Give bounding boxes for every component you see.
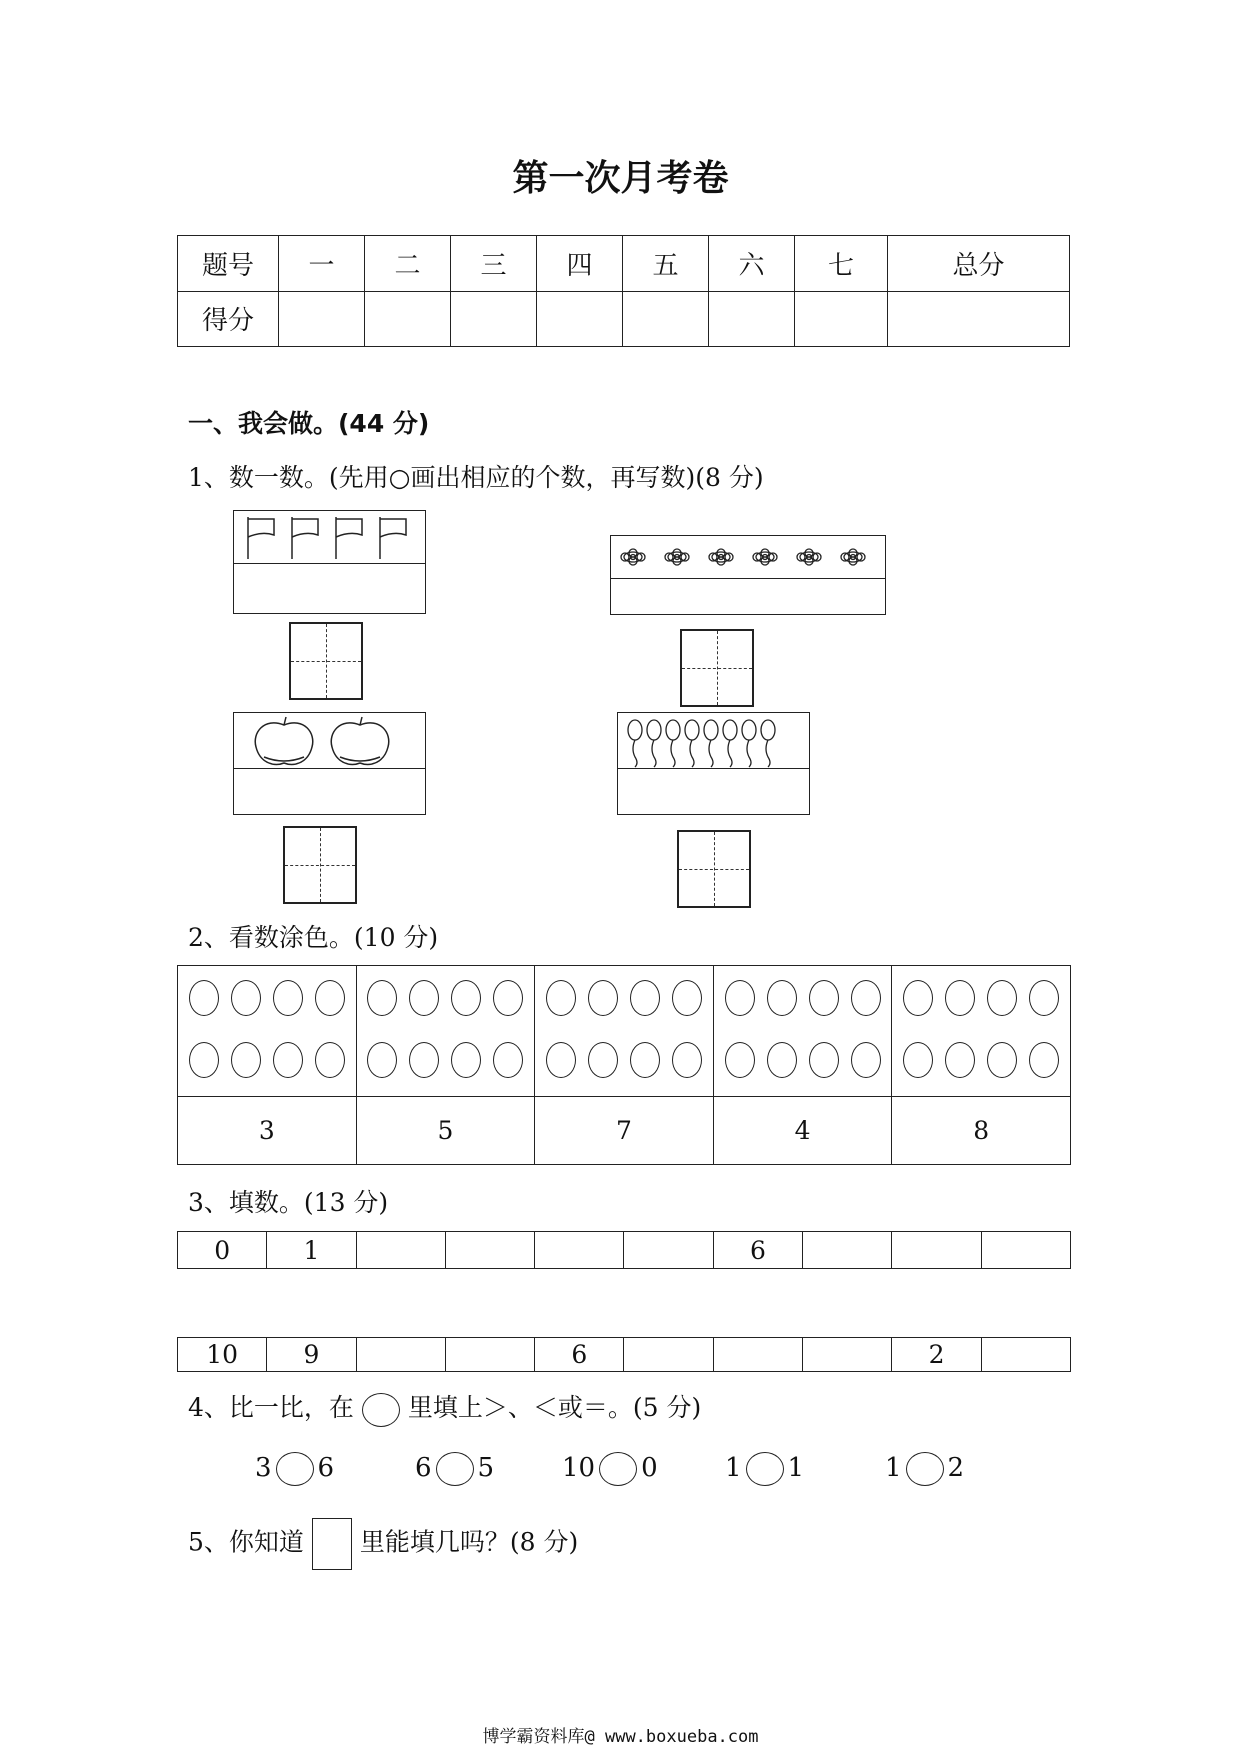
circle[interactable] — [588, 1042, 618, 1078]
number-blank[interactable] — [445, 1338, 534, 1372]
flower-icon — [611, 536, 883, 576]
circle[interactable] — [409, 980, 439, 1016]
score-value-row — [178, 291, 1070, 347]
number-blank[interactable] — [713, 1338, 802, 1372]
question-5 — [188, 1518, 578, 1570]
compare-right: 1 — [787, 1453, 805, 1483]
answer-grid-box[interactable] — [680, 629, 754, 707]
circle[interactable] — [231, 1042, 261, 1078]
number-cell: 10 — [178, 1338, 267, 1372]
circle-group — [892, 966, 1071, 1097]
question-5-suffix: 里能填几吗？(8 分) — [359, 1527, 579, 1557]
section-heading: 一、我会做。(44 分) — [188, 409, 430, 438]
circle[interactable] — [987, 1042, 1017, 1078]
target-number: 8 — [892, 1096, 1071, 1164]
question-1: 1、数一数。(先用○画出相应的个数，再写数)(8 分) — [188, 463, 764, 492]
number-cell: 6 — [535, 1338, 624, 1372]
count-box-flowers — [610, 535, 886, 615]
score-cell[interactable] — [623, 291, 709, 347]
number-blank[interactable] — [981, 1338, 1070, 1372]
target-number: 4 — [713, 1096, 892, 1164]
question-3: 3、填数。(13 分) — [188, 1188, 389, 1217]
box-divider — [234, 768, 425, 769]
question-4-prefix: 4、比一比，在 — [188, 1393, 354, 1422]
compare-right: 0 — [641, 1453, 658, 1483]
compare-item — [562, 1452, 658, 1486]
circle[interactable] — [903, 980, 933, 1016]
circle[interactable] — [851, 980, 881, 1016]
circle[interactable] — [1029, 1042, 1059, 1078]
circle[interactable] — [273, 980, 303, 1016]
score-cell[interactable] — [888, 291, 1070, 347]
circle[interactable] — [588, 980, 618, 1016]
score-label-tihao: 题号 — [178, 236, 279, 292]
compare-circle[interactable] — [276, 1452, 314, 1486]
number-blank[interactable] — [803, 1232, 892, 1269]
score-col-4: 四 — [537, 236, 623, 292]
page-title: 第一次月考卷 — [512, 158, 729, 199]
score-cell[interactable] — [279, 291, 365, 347]
circle[interactable] — [189, 1042, 219, 1078]
score-cell[interactable] — [709, 291, 795, 347]
compare-circle-icon — [362, 1393, 400, 1427]
number-cell: 0 — [178, 1232, 267, 1269]
score-label-defen: 得分 — [178, 291, 279, 347]
number-blank[interactable] — [624, 1232, 713, 1269]
score-header-row — [178, 236, 1070, 292]
number-cell: 6 — [713, 1232, 802, 1269]
circle[interactable] — [367, 1042, 397, 1078]
circle[interactable] — [672, 980, 702, 1016]
blank-box-icon — [312, 1518, 352, 1570]
answer-grid-box[interactable] — [283, 826, 357, 904]
count-box-flags — [233, 510, 426, 614]
number-blank[interactable] — [981, 1232, 1070, 1269]
circle[interactable] — [630, 980, 660, 1016]
target-number: 5 — [356, 1096, 535, 1164]
number-blank[interactable] — [356, 1232, 445, 1269]
compare-item — [885, 1452, 964, 1486]
score-col-5: 五 — [623, 236, 709, 292]
fill-number-row-1 — [177, 1231, 1071, 1269]
circle[interactable] — [987, 980, 1017, 1016]
compare-right: 6 — [317, 1453, 335, 1483]
circle[interactable] — [231, 980, 261, 1016]
color-circles-table — [177, 965, 1071, 1165]
footer-watermark: 博学霸资料库@ www.boxueba.com — [482, 1727, 759, 1747]
circle[interactable] — [630, 1042, 660, 1078]
circle-group — [713, 966, 892, 1097]
circle[interactable] — [493, 980, 523, 1016]
circle[interactable] — [945, 980, 975, 1016]
balloon-icon — [618, 713, 808, 768]
circle[interactable] — [809, 980, 839, 1016]
flag-icon — [234, 511, 424, 561]
circle[interactable] — [725, 1042, 755, 1078]
score-col-total: 总分 — [888, 236, 1070, 292]
compare-circle[interactable] — [436, 1452, 474, 1486]
answer-grid-box[interactable] — [289, 622, 363, 700]
count-box-balloons — [617, 712, 810, 815]
number-blank[interactable] — [803, 1338, 892, 1372]
score-table — [177, 235, 1070, 347]
compare-circle[interactable] — [746, 1452, 784, 1486]
compare-left: 1 — [725, 1453, 742, 1483]
compare-item — [255, 1452, 334, 1486]
box-divider — [611, 578, 885, 579]
circle[interactable] — [903, 1042, 933, 1078]
compare-left: 1 — [885, 1453, 902, 1483]
answer-grid-box[interactable] — [677, 830, 751, 908]
score-col-7: 七 — [795, 236, 888, 292]
compare-left: 6 — [415, 1453, 432, 1483]
circle-group — [356, 966, 535, 1097]
circle[interactable] — [367, 980, 397, 1016]
circle[interactable] — [315, 1042, 345, 1078]
question-4-suffix: 里填上＞、＜或＝。(5 分) — [407, 1393, 702, 1422]
circle[interactable] — [546, 980, 576, 1016]
circle[interactable] — [451, 1042, 481, 1078]
circle[interactable] — [546, 1042, 576, 1078]
compare-right: 2 — [947, 1453, 965, 1483]
circle[interactable] — [809, 1042, 839, 1078]
compare-left: 10 — [562, 1453, 596, 1483]
circle[interactable] — [851, 1042, 881, 1078]
circle[interactable] — [493, 1042, 523, 1078]
circle-group — [535, 966, 714, 1097]
number-cell: 2 — [892, 1338, 981, 1372]
question-4 — [188, 1388, 701, 1427]
circle[interactable] — [451, 980, 481, 1016]
number-blank[interactable] — [624, 1338, 713, 1372]
score-cell[interactable] — [451, 291, 537, 347]
score-col-2: 二 — [365, 236, 451, 292]
number-blank[interactable] — [445, 1232, 534, 1269]
question-2: 2、看数涂色。(10 分) — [188, 923, 439, 952]
apple-icon — [234, 713, 424, 768]
compare-circle[interactable] — [599, 1452, 637, 1486]
number-blank[interactable] — [356, 1338, 445, 1372]
target-number: 3 — [178, 1096, 357, 1164]
circle[interactable] — [767, 980, 797, 1016]
box-divider — [234, 563, 425, 564]
score-cell[interactable] — [365, 291, 451, 347]
circle[interactable] — [189, 980, 219, 1016]
circle-group — [178, 966, 357, 1097]
score-col-1: 一 — [279, 236, 365, 292]
number-blank[interactable] — [892, 1232, 981, 1269]
circle[interactable] — [1029, 980, 1059, 1016]
number-cell: 9 — [267, 1338, 356, 1372]
circle[interactable] — [273, 1042, 303, 1078]
circle[interactable] — [672, 1042, 702, 1078]
compare-right: 5 — [477, 1453, 495, 1483]
fill-number-row-2 — [177, 1337, 1071, 1372]
compare-item — [415, 1452, 494, 1486]
box-divider — [618, 768, 809, 769]
circle[interactable] — [315, 980, 345, 1016]
compare-circle[interactable] — [906, 1452, 944, 1486]
score-col-3: 三 — [451, 236, 537, 292]
score-cell[interactable] — [795, 291, 888, 347]
compare-item — [725, 1452, 804, 1486]
circle[interactable] — [767, 1042, 797, 1078]
count-box-apples — [233, 712, 426, 815]
number-cell: 1 — [267, 1232, 356, 1269]
number-blank[interactable] — [535, 1232, 624, 1269]
score-col-6: 六 — [709, 236, 795, 292]
question-5-prefix: 5、你知道 — [188, 1527, 304, 1557]
target-number: 7 — [535, 1096, 714, 1164]
circle[interactable] — [725, 980, 755, 1016]
score-cell[interactable] — [537, 291, 623, 347]
circle[interactable] — [409, 1042, 439, 1078]
compare-left: 3 — [255, 1453, 272, 1483]
circle[interactable] — [945, 1042, 975, 1078]
